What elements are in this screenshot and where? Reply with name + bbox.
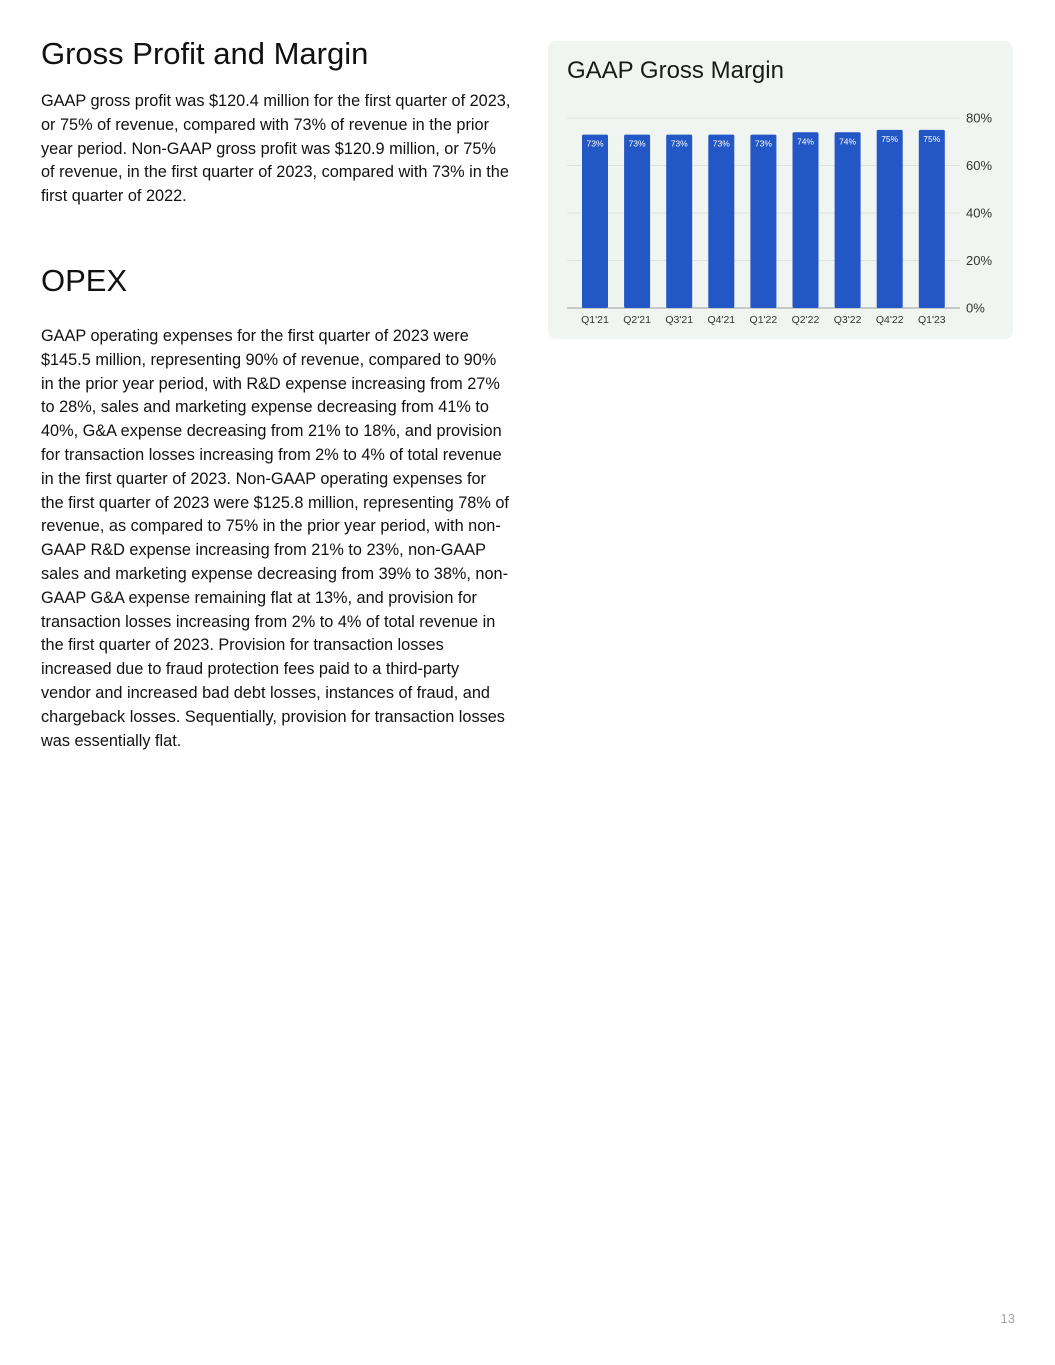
section-title-opex: OPEX — [41, 262, 128, 298]
data-label: 73% — [754, 138, 772, 149]
x-tick-label: Q1'23 — [917, 314, 946, 326]
bar — [793, 132, 819, 308]
bar — [624, 135, 650, 308]
data-label: 73% — [586, 138, 604, 149]
y-tick-label: 0% — [966, 300, 985, 316]
data-label: 73% — [628, 138, 646, 149]
bar — [919, 130, 945, 308]
data-label: 74% — [839, 136, 857, 147]
data-label: 75% — [881, 133, 899, 144]
x-tick-label: Q2'22 — [791, 314, 820, 326]
y-tick-label: 60% — [966, 158, 993, 173]
bar — [877, 130, 903, 308]
paragraph-opex: GAAP operating expenses for the first quarter of 2023 were $145.5 million, representing 90% of revenue, compared to 90% in the prior year period, with R&D expense increasing from 27% to 28%, sales and marketing expense decreasing from 41% to 40%, G&A expense decreasing from 21% to 18%, and provision for transaction losses increasing from 2% to 4% of total revenue in the first quarter of 2023. Non-GAAP operating expenses for the first quarter of 2023 were $125.8 million, representing 78% of revenue, as compared to 75% in the prior year period, with non-GAAP R&D expense increasing from 21% to 23%, non-GAAP sales and marketing expense decreasing from 39% to 38%, non-GAAP G&A expense remaining flat at 13%, and provision for transaction losses increasing from 2% to 4% of total revenue in the first quarter of 2023. Provision for transaction losses increased due to fraud protection fees paid to a third-party vendor and increased bad debt losses, instances of fraud, and chargeback losses. Sequentially, provision for transaction losses was essentially flat. — [41, 326, 509, 750]
bar — [750, 135, 776, 308]
y-tick-label: 20% — [966, 253, 993, 268]
section-title-gross-profit: Gross Profit and Margin — [41, 36, 369, 71]
x-tick-label: Q3'21 — [665, 314, 694, 326]
paragraph-gross-profit: GAAP gross profit was $120.4 million for the first quarter of 2023, or 75% of revenue, compared with 73% of revenue in the prior year period. Non-GAAP gross profit was $120.9 million, or 75% of revenue, in the first quarter of 2023, compared with 73% in the first quarter of 2022. — [41, 92, 511, 206]
data-label: 73% — [712, 138, 730, 149]
x-tick-label: Q1'22 — [749, 314, 778, 326]
data-label: 74% — [796, 136, 815, 147]
bar — [835, 132, 861, 308]
y-tick-label: 80% — [966, 110, 993, 126]
bar — [666, 135, 692, 308]
data-label: 73% — [670, 138, 688, 149]
x-tick-label: Q2'21 — [623, 314, 651, 326]
x-tick-label: Q1'21 — [581, 314, 609, 326]
page-number: 13 — [1000, 1311, 1015, 1326]
bar — [582, 135, 608, 308]
bar-chart — [548, 41, 1013, 339]
x-tick-label: Q3'22 — [833, 314, 862, 326]
data-label: 75% — [923, 133, 941, 144]
y-tick-label: 40% — [966, 205, 993, 221]
bar — [708, 135, 734, 308]
x-tick-label: Q4'21 — [707, 314, 736, 326]
x-tick-label: Q4'22 — [875, 314, 904, 326]
text-column — [41, 34, 511, 753]
gaap-gross-margin-chart-card — [548, 41, 1013, 339]
chart-title: GAAP Gross Margin — [567, 57, 784, 84]
